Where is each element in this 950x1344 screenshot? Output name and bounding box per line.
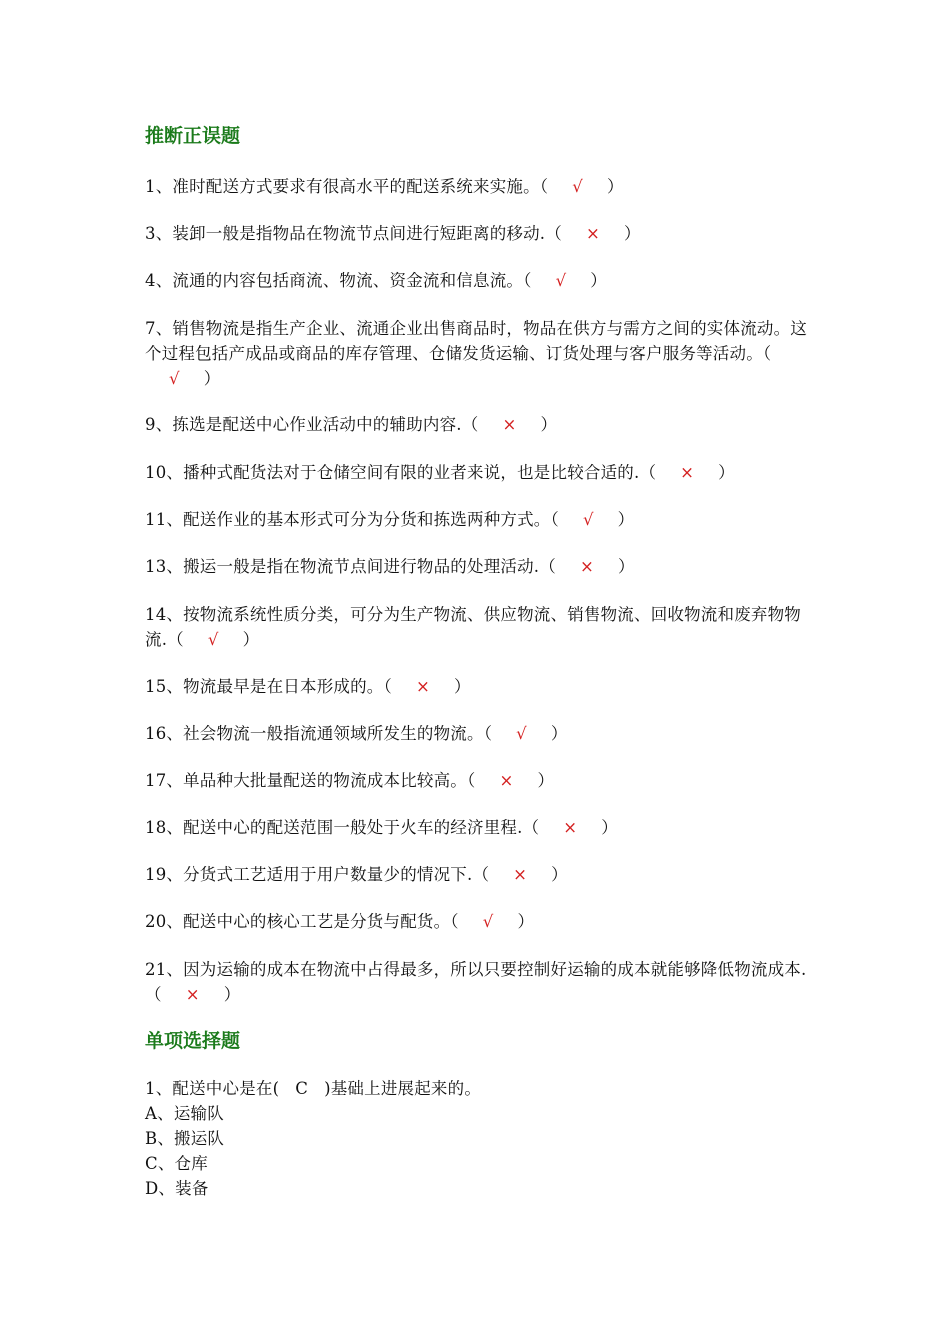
question-1 xyxy=(145,174,810,199)
question-text: 10、播种式配货法对于仓储空间有限的业者来说，也是比较合适的.（ xyxy=(145,463,657,482)
cross-mark-icon: × xyxy=(415,677,430,696)
cross-mark-icon: × xyxy=(513,865,528,884)
question-text: 1、准时配送方式要求有很高水平的配送系统来实施。（ xyxy=(145,177,549,196)
paren-close: ） xyxy=(550,724,568,743)
paren-close: ） xyxy=(551,865,568,884)
check-mark-icon: √ xyxy=(572,177,583,196)
section-heading-true-false: 推断正误题 xyxy=(145,125,241,147)
paren-close: ） xyxy=(601,818,618,837)
mc-question-suffix: )基础上进展起来的。 xyxy=(324,1079,482,1098)
question-16 xyxy=(145,721,810,746)
question-15 xyxy=(145,674,810,699)
section-heading-single-choice: 单项选择题 xyxy=(145,1030,241,1052)
mc-option-a: A、运输队 xyxy=(145,1104,224,1123)
cross-mark-icon: × xyxy=(680,463,695,482)
paren-close: ） xyxy=(242,630,260,649)
mc-question-prefix: 1、配送中心是在( xyxy=(145,1079,280,1098)
question-17 xyxy=(145,768,810,793)
question-text: 20、配送中心的核心工艺是分货与配货。（ xyxy=(145,912,459,931)
paren-close: ） xyxy=(223,985,241,1004)
mc-answer: C xyxy=(295,1079,309,1098)
paren-close: ） xyxy=(537,771,555,790)
paren-close: ） xyxy=(606,177,624,196)
paren-close: ） xyxy=(617,557,635,576)
check-mark-icon: √ xyxy=(169,369,180,388)
question-text: 11、配送作业的基本形式可分为分货和拣选两种方式。（ xyxy=(145,510,559,529)
question-9 xyxy=(145,412,810,437)
question-14 xyxy=(145,602,810,652)
mc-option-c: C、仓库 xyxy=(145,1154,208,1173)
cross-mark-icon: × xyxy=(499,771,514,790)
check-mark-icon: √ xyxy=(207,630,219,649)
paren-close: ） xyxy=(453,677,471,696)
mc-option-b: B、搬运队 xyxy=(145,1129,225,1148)
question-text: 7、销售物流是指生产企业、流通企业出售商品时，物品在供方与需方之间的实体流动。这个过程包括产成品或商品的库存管理、仓储发货运输、订货处理与客户服务等活动。（ xyxy=(145,319,807,363)
question-text: 17、单品种大批量配送的物流成本比较高。（ xyxy=(145,771,476,790)
paren-close: ） xyxy=(540,415,558,434)
cross-mark-icon: × xyxy=(579,557,594,576)
paren-close: ） xyxy=(517,912,535,931)
question-text: 14、按物流系统性质分类，可分为生产物流、供应物流、销售物流、回收物流和废弃物物流.（ xyxy=(145,605,801,649)
question-21 xyxy=(145,957,810,1007)
question-7 xyxy=(145,316,810,391)
paren-close: ） xyxy=(203,369,221,388)
question-text: 9、拣选是配送中心作业活动中的辅助内容.（ xyxy=(145,415,479,434)
cross-mark-icon: × xyxy=(585,224,600,243)
mc-option-d: D、装备 xyxy=(145,1179,209,1198)
question-20 xyxy=(145,909,810,934)
question-text: 16、社会物流一般指流通领域所发生的物流。（ xyxy=(145,724,493,743)
question-3 xyxy=(145,221,810,246)
question-text: 13、搬运一般是指在物流节点间进行物品的处理活动.（ xyxy=(145,557,556,576)
check-mark-icon: √ xyxy=(516,724,527,743)
question-11 xyxy=(145,507,810,532)
cross-mark-icon: × xyxy=(185,985,200,1004)
question-text: 18、配送中心的配送范围一般处于火车的经济里程.（ xyxy=(145,818,540,837)
question-4 xyxy=(145,268,810,293)
check-mark-icon: √ xyxy=(482,912,494,931)
check-mark-icon: √ xyxy=(582,510,594,529)
paren-close: ） xyxy=(623,224,641,243)
mc-question-1 xyxy=(145,1076,810,1201)
question-18 xyxy=(145,815,810,840)
paren-close: ） xyxy=(617,510,635,529)
question-19 xyxy=(145,862,810,887)
question-text: 21、因为运输的成本在物流中占得最多，所以只要控制好运输的成本就能够降低物流成本.（ xyxy=(145,960,807,1004)
question-text: 4、流通的内容包括商流、物流、资金流和信息流。（ xyxy=(145,271,532,290)
question-10 xyxy=(145,460,810,485)
check-mark-icon: √ xyxy=(555,271,567,290)
cross-mark-icon: × xyxy=(563,818,578,837)
question-text: 19、分货式工艺适用于用户数量少的情况下.（ xyxy=(145,865,490,884)
question-text: 15、物流最早是在日本形成的。（ xyxy=(145,677,392,696)
question-text: 3、装卸一般是指物品在物流节点间进行短距离的移动.（ xyxy=(145,224,562,243)
question-13 xyxy=(145,554,810,579)
paren-close: ） xyxy=(718,463,735,482)
cross-mark-icon: × xyxy=(502,415,517,434)
paren-close: ） xyxy=(590,271,607,290)
